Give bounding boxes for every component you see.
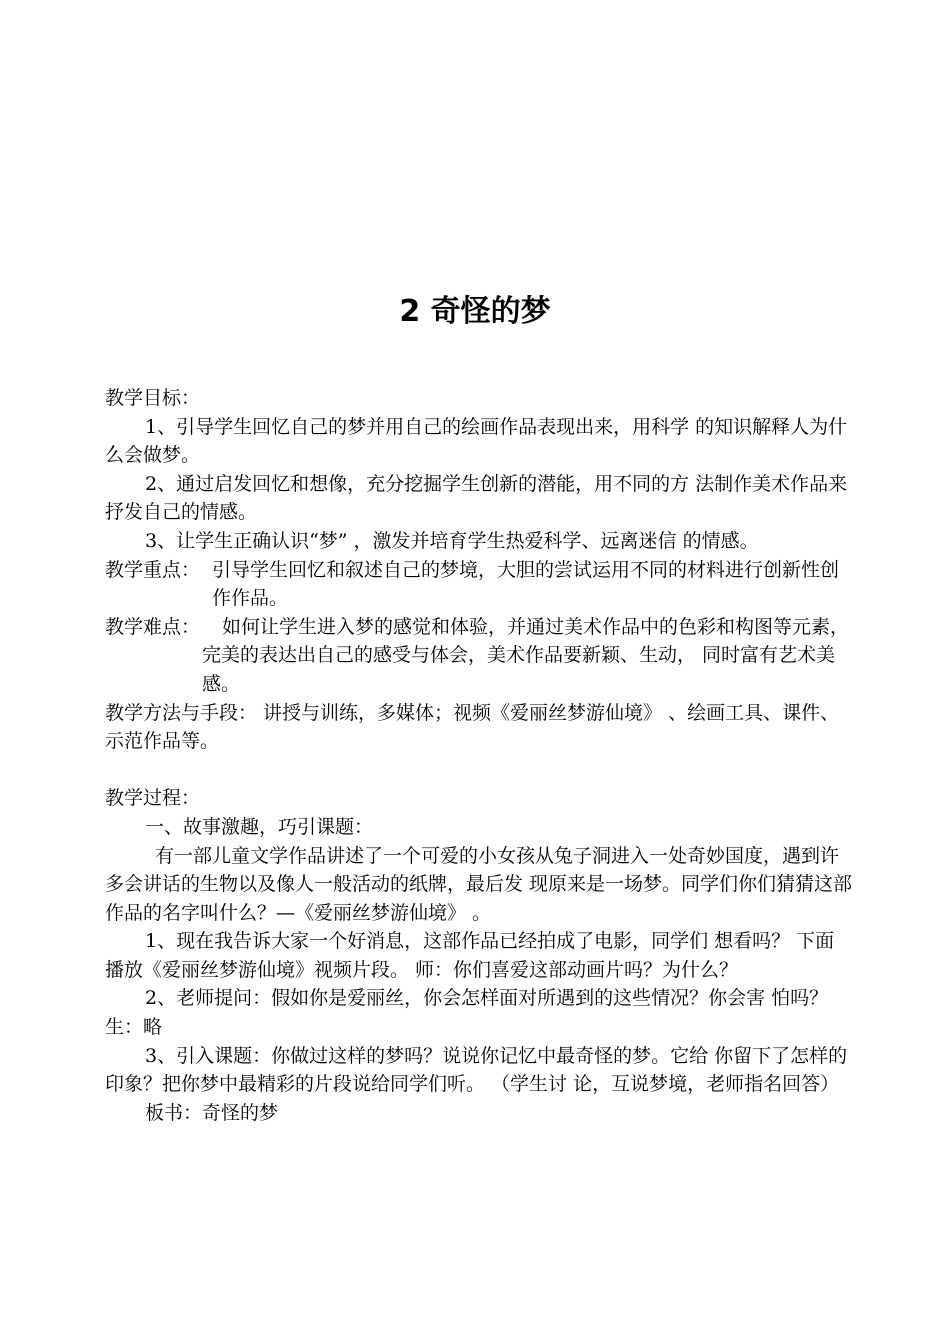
objective-item-1: 1、引导学生回忆自己的梦并用自己的绘画作品表现出来，用科学 的知识解释人为什么会做梦。	[105, 415, 848, 467]
objectives-heading: 教学目标：	[105, 387, 201, 409]
key-point-label: 教学重点：	[105, 558, 201, 581]
difficulty-label: 教学难点：	[105, 615, 201, 638]
spacer	[105, 756, 853, 785]
document-body	[105, 384, 853, 1127]
board-note: 板书：奇怪的梦	[145, 1101, 279, 1124]
process-step-2: 2、老师提问：假如你是爱丽丝，你会怎样面对所遇到的这些情况？你会害 怕吗？ 生：略	[105, 987, 829, 1039]
difficulty	[105, 613, 853, 699]
key-point-text: 引导学生回忆和叙述自己的梦境，大胆的尝试运用不同的材料进行创新性创作作品。	[212, 558, 840, 610]
process-step-1: 1、现在我告诉大家一个好消息，这部作品已经拍成了电影，同学们 想看吗？ 下面播放《爱丽丝梦游仙境》视频片段。 师：你们喜爱这部动画片吗？为什么？	[105, 930, 835, 981]
difficulty-text: 如何让学生进入梦的感觉和体验，并通过美术作品中的色彩和构图等元素，完美的表达出自己的感受与体会，美术作品要新颖、生动， 同时富有艺术美感。	[202, 615, 850, 695]
process-section-1: 一、故事激趣，巧引课题：	[145, 815, 374, 838]
process-step-3: 3、引入课题：你做过这样的梦吗？说说你记忆中最奇怪的梦。它给 你留下了怎样的印象？把你梦中最精彩的片段说给同学们听。 （学生讨 论，互说梦境，老师指名回答）	[105, 1044, 848, 1096]
methods-text: 教学方法与手段： 讲授与训练，多媒体；视频《爱丽丝梦游仙境》 、绘画工具、课件、 示范作品等。	[105, 701, 840, 753]
process-heading: 教学过程：	[105, 787, 201, 810]
objective-item-3: 3、让学生正确认识“梦” ，激发并培育学生热爱科学、远离迷信 的情感。	[145, 529, 759, 552]
key-point	[105, 556, 853, 613]
page-title: 2 奇怪的梦	[399, 294, 551, 329]
story-paragraph: 有一部儿童文学作品讲述了一个可爱的小女孩从兔子洞进入一处奇妙国度，遇到许多会讲话的生物以及像人一般活动的纸牌，最后发 现原来是一场梦。同学们你们猜猜这部作品的名字叫什么？—《爱丽丝梦游仙境》 。	[105, 844, 853, 924]
objective-item-2: 2、通过启发回忆和想像，充分挖掘学生创新的潜能，用不同的方 法制作美术作品来抒发自己的情感。	[105, 472, 848, 524]
